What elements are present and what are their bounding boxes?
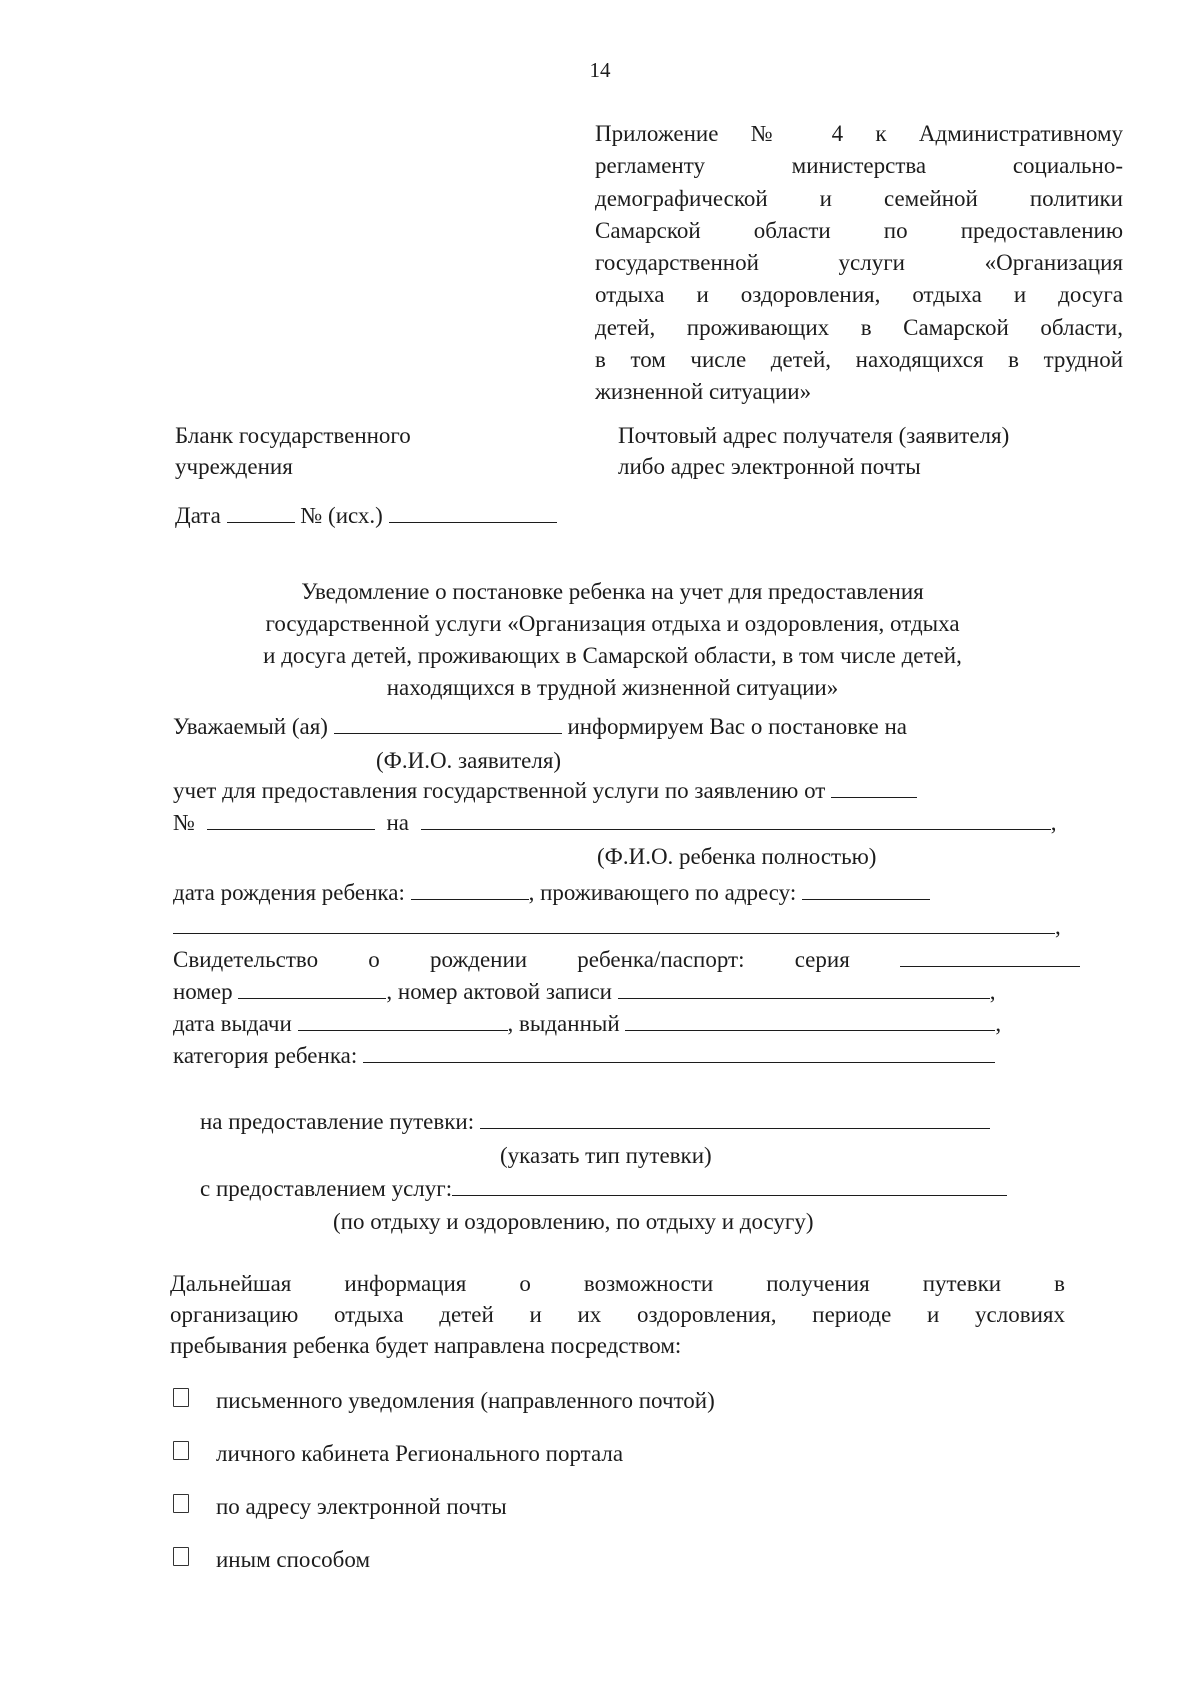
issued-by-field[interactable]	[625, 1011, 995, 1031]
checkbox-portal[interactable]	[173, 1441, 189, 1460]
appendix-line: регламенту министерства социально-	[595, 153, 1123, 179]
inform-text: информируем Вас о постановке на	[567, 714, 908, 739]
voucher-type-field[interactable]	[480, 1109, 990, 1129]
certificate-word: рождении	[429, 947, 528, 972]
date-field[interactable]	[227, 503, 295, 523]
outgoing-number-field[interactable]	[389, 503, 557, 523]
appendix-line: жизненной ситуации»	[595, 379, 812, 405]
checkbox-other[interactable]	[173, 1547, 189, 1566]
certificate-word: Свидетельство	[173, 947, 319, 972]
option-label: по адресу электронной почты	[216, 1494, 507, 1519]
act-record-label: , номер актовой записи	[386, 979, 612, 1004]
letterhead-line: учреждения	[175, 454, 293, 479]
outgoing-number-label: № (исх.)	[300, 503, 383, 528]
page-number: 14	[589, 58, 611, 82]
comma: ,	[995, 1011, 1002, 1036]
application-number-field[interactable]	[207, 810, 375, 830]
info-line: организацию отдыха детей и их оздоровления, периоде и условиях	[170, 1302, 1065, 1327]
appendix-note	[595, 118, 1123, 409]
appendix-line: Приложение № 4 к Административному	[595, 121, 1123, 146]
act-record-field[interactable]	[618, 979, 990, 999]
address-continuation-field[interactable]	[173, 914, 1055, 934]
category-label: категория ребенка:	[173, 1043, 358, 1068]
appendix-line: демографической и семейной политики	[595, 185, 1123, 211]
info-paragraph	[170, 1268, 1065, 1361]
certificate-word: ребенка/паспорт:	[577, 947, 745, 972]
document-number-row	[173, 979, 996, 1005]
comma: ,	[1050, 810, 1057, 835]
institution-letterhead	[175, 420, 505, 482]
application-date-field[interactable]	[831, 778, 917, 798]
certificate-word: о	[368, 947, 380, 972]
checkbox-postal[interactable]	[173, 1388, 189, 1407]
appendix-line: в том числе детей, находящихся в трудной	[595, 347, 1123, 373]
services-field[interactable]	[452, 1176, 1007, 1196]
address-field[interactable]	[802, 880, 930, 900]
child-name-row	[173, 810, 1056, 836]
title-line: Уведомление о постановке ребенка на учет для предоставления	[301, 579, 924, 604]
option-label: письменного уведомления (направленного почтой)	[216, 1388, 715, 1413]
title-line: государственной услуги «Организация отдыха и оздоровления, отдыха	[265, 611, 960, 636]
letterhead-line: Бланк государственного	[175, 423, 411, 448]
on-label: на	[386, 810, 409, 835]
appendix-line: государственной услуги «Организация	[595, 250, 1123, 276]
info-line: Дальнейшая информация о возможности получения путевки в	[170, 1271, 1065, 1296]
services-label: с предоставлением услуг:	[200, 1176, 453, 1201]
certificate-row	[173, 947, 1080, 973]
issue-date-label: дата выдачи	[173, 1011, 292, 1036]
voucher-label: на предоставление путевки:	[200, 1109, 475, 1134]
comma: ,	[1055, 914, 1061, 939]
services-row	[200, 1176, 1007, 1202]
address-line: Почтовый адрес получателя (заявителя)	[618, 423, 1010, 448]
applicant-caption: (Ф.И.О. заявителя)	[376, 748, 562, 773]
residing-label: , проживающего по адресу:	[528, 880, 797, 905]
birth-date-field[interactable]	[411, 880, 529, 900]
certificate-word: серия	[794, 947, 850, 972]
date-label: Дата	[175, 503, 221, 528]
issue-date-field[interactable]	[298, 1011, 508, 1031]
appendix-line: Самарской области по предоставлению	[595, 217, 1123, 243]
option-label: иным способом	[216, 1547, 370, 1572]
greeting-row	[173, 714, 907, 740]
child-name-caption: (Ф.И.О. ребенка полностью)	[597, 844, 877, 869]
info-line: пребывания ребенка будет направлена посредством:	[170, 1333, 682, 1358]
appendix-line: детей, проживающих в Самарской области,	[595, 314, 1123, 340]
appendix-line: отдыха и оздоровления, отдыха и досуга	[595, 282, 1123, 308]
address-continuation-row	[173, 914, 1061, 940]
issue-row	[173, 1011, 1001, 1037]
address-line: либо адрес электронной почты	[618, 454, 921, 479]
title-line: находящихся в трудной жизненной ситуации»	[386, 675, 839, 700]
issued-by-label: , выданный	[507, 1011, 620, 1036]
comma: ,	[989, 979, 996, 1004]
number-label: номер	[173, 979, 233, 1004]
checkbox-email[interactable]	[173, 1494, 189, 1513]
applicant-name-field[interactable]	[334, 714, 562, 734]
registration-text: учет для предоставления государственной услуги по заявлению от	[173, 778, 826, 803]
voucher-caption: (указать тип путевки)	[500, 1143, 712, 1168]
category-row	[173, 1043, 995, 1069]
date-number-row	[175, 503, 557, 529]
child-name-field[interactable]	[421, 810, 1051, 830]
services-caption: (по отдыху и оздоровлению, по отдыху и досугу)	[333, 1209, 814, 1234]
birth-date-label: дата рождения ребенка:	[173, 880, 405, 905]
notification-title	[160, 576, 1065, 704]
recipient-address	[618, 420, 1138, 482]
no-label: №	[173, 810, 195, 835]
registration-row	[173, 778, 917, 804]
title-line: и досуга детей, проживающих в Самарской области, в том числе детей,	[263, 643, 962, 668]
series-field[interactable]	[900, 947, 1080, 967]
birth-residence-row	[173, 880, 930, 906]
dear-label: Уважаемый (ая)	[173, 714, 328, 739]
document-number-field[interactable]	[238, 979, 386, 999]
voucher-row	[200, 1109, 990, 1135]
option-label: личного кабинета Регионального портала	[216, 1441, 624, 1466]
category-field[interactable]	[363, 1043, 995, 1063]
